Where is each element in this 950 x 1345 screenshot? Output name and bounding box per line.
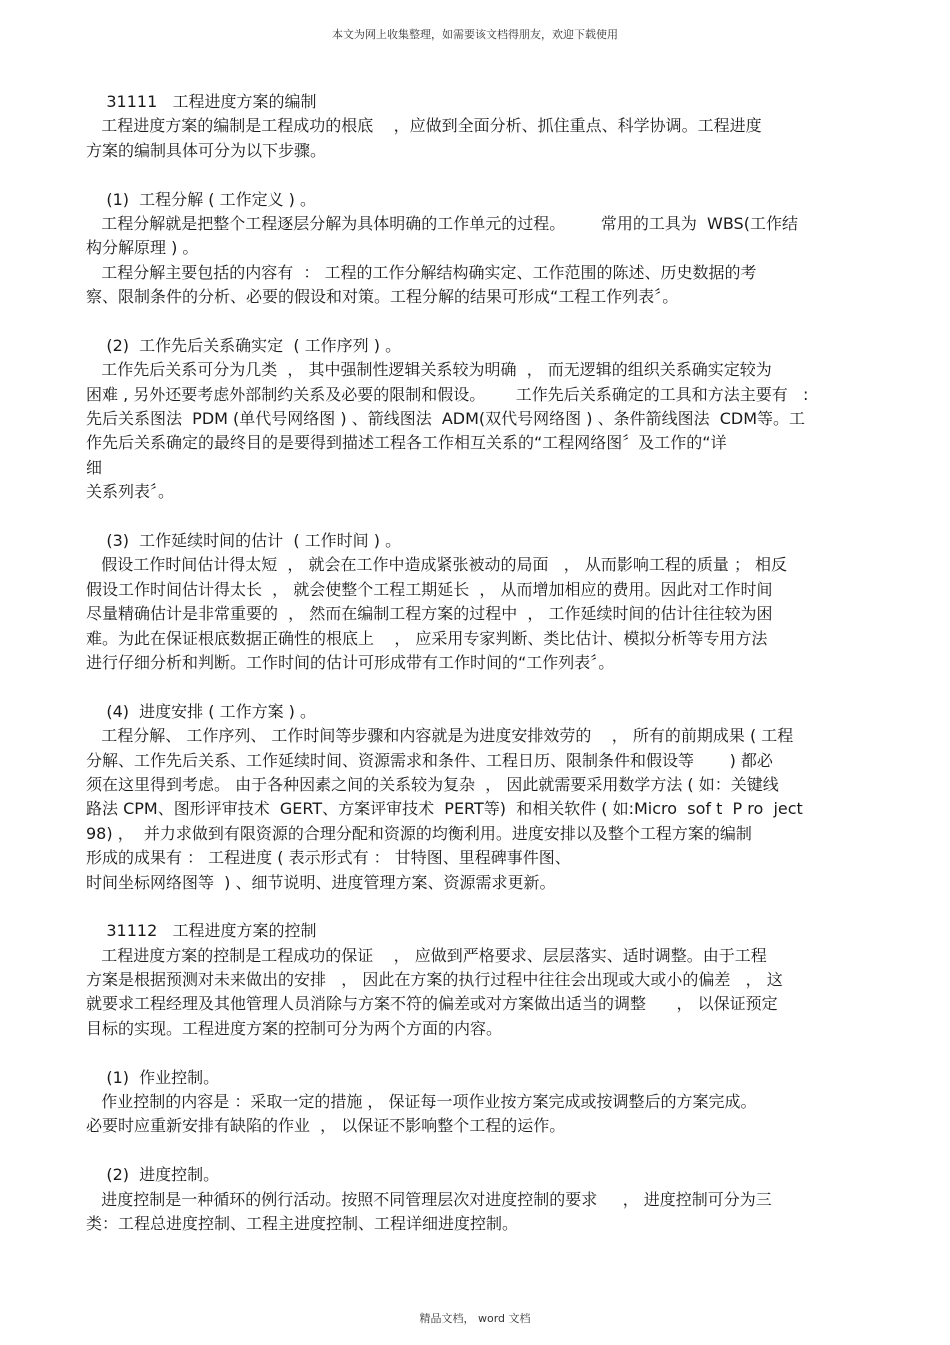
text-line: 工程分解就是把整个工程逐层分解为具体明确的工作单元的过程。 常用的工具为 WBS(工作结 (86, 213, 798, 233)
text-line: 构分解原理 ) 。 (86, 238, 199, 258)
text-line: 作业控制的内容是 ：采取一定的措施 ， 保证每一项作业按方案完成或按调整后的方案完成。 (86, 1092, 757, 1112)
text-line: 工程分解、 工作序列、 工作时间等步骤和内容就是为进度安排效劳的 ， 所有的前期成果 ( 工程 (86, 726, 794, 746)
text-line: (1) 作业控制。 (86, 1067, 220, 1087)
paragraph-gap (86, 1041, 876, 1065)
text-line: (4) 进度安排 ( 工作方案 ) 。 (86, 701, 317, 721)
text-line: 关系列表〞。 (86, 482, 175, 502)
text-line: 分解、工作先后关系、工作延续时间、资源需求和条件、工程日历、限制条件和假设等 ) 都必 (86, 750, 773, 770)
text-line: 尽量精确估计是非常重要的 ， 然而在编制工程方案的过程中 ， 工作延续时间的估计往往较为困 (86, 604, 773, 624)
text-line: 工程进度方案的编制是工程成功的根底 ，应做到全面分析、抓住重点、科学协调。工程进度 (86, 116, 762, 136)
document-body (86, 90, 876, 1236)
text-line: 作先后关系确定的最终目的是要得到描述工程各工作相互关系的“工程网络图〞及工作的“详 (86, 433, 727, 453)
text-line: (3) 工作延续时间的估计 ( 工作时间 ) 。 (86, 531, 402, 551)
text-line: 就要求工程经理及其他管理人员消除与方案不符的偏差或对方案做出适当的调整 ， 以保证预定 (86, 994, 778, 1014)
text-line: 困难 , 另外还要考虑外部制约关系及必要的限制和假设。 工作先后关系确定的工具和方法主要有 : (86, 384, 809, 404)
page-header: 本文为网上收集整理，如需要该文档得朋友，欢迎下载使用 (332, 28, 618, 41)
text-line: 假设工作时间估计得太长 ， 就会使整个工程工期延长 ， 从而增加相应的费用。因此对工作时间 (86, 579, 773, 599)
text-line: 先后关系图法 PDM (单代号网络图 ) 、箭线图法 ADM(双代号网络图 ) 、条件箭线图法 CDM等。工 (86, 409, 806, 429)
page-footer: 精品文档， word 文档 (419, 1312, 531, 1325)
text-line: 须在这里得到考虑。 由于各种因素之间的关系较为复杂 ， 因此就需要采用数学方法 ( 如：关键线 (86, 774, 779, 794)
text-line: 难。为此在保证根底数据正确性的根底上 ， 应采用专家判断、类比估计、模拟分析等专用方法 (86, 628, 768, 648)
paragraph-gap (86, 310, 876, 334)
text-line: 31112 工程进度方案的控制 (86, 921, 317, 941)
text-line: 细 (86, 457, 103, 477)
text-line: 类：工程总进度控制、工程主进度控制、工程详细进度控制。 (86, 1213, 519, 1233)
text-line: 方案是根据预测对未来做出的安排 ， 因此在方案的执行过程中往往会出现或大或小的偏差 ， 这 (86, 970, 783, 990)
paragraph-gap (86, 895, 876, 919)
text-line: 时间坐标网络图等 ) 、细节说明、进度管理方案、资源需求更新。 (86, 872, 556, 892)
text-line: 工作先后关系可分为几类 ， 其中强制性逻辑关系较为明确 ， 而无逻辑的组织关系确实定较为 (86, 360, 772, 380)
text-line: 察、限制条件的分析、必要的假设和对策。工程分解的结果可形成“工程工作列表〞。 (86, 287, 679, 307)
text-line: 31111 工程进度方案的编制 (86, 92, 317, 111)
text-line: 路法 CPM、图形评审技术 GERT、方案评审技术 PERT等) 和相关软件 ( 如:Micro sof t P ro ject (86, 799, 803, 819)
text-line: 工程分解主要包括的内容有 ： 工程的工作分解结构确实定、工作范围的陈述、历史数据的考 (86, 262, 757, 282)
text-line: 98) ， 并力求做到有限资源的合理分配和资源的均衡利用。进度安排以及整个工程方案的编制 (86, 823, 752, 843)
text-line: 形成的成果有 ： 工程进度 ( 表示形式有 ： 甘特图、里程碑事件图、 (86, 848, 571, 868)
text-line: 方案的编制具体可分为以下步骤。 (86, 140, 327, 160)
text-line: (1) 工程分解 ( 工作定义 ) 。 (86, 189, 317, 209)
paragraph-gap (86, 675, 876, 699)
text-line: 假设工作时间估计得太短 ， 就会在工作中造成紧张被动的局面 ， 从而影响工程的质量 ； 相反 (86, 555, 788, 575)
text-line: 必要时应重新安排有缺陷的作业 ， 以保证不影响整个工程的运作。 (86, 1116, 566, 1136)
paragraph-gap (86, 163, 876, 187)
text-line: (2) 工作先后关系确实定 ( 工作序列 ) 。 (86, 335, 402, 355)
paragraph-gap (86, 1139, 876, 1163)
paragraph-gap (86, 505, 876, 529)
text-line: (2) 进度控制。 (86, 1165, 220, 1185)
text-line: 进度控制是一种循环的例行活动。按照不同管理层次对进度控制的要求 ， 进度控制可分为三 (86, 1189, 772, 1209)
text-line: 工程进度方案的控制是工程成功的保证 ， 应做到严格要求、层层落实、适时调整。由于工程 (86, 945, 767, 965)
text-line: 目标的实现。工程进度方案的控制可分为两个方面的内容。 (86, 1018, 503, 1038)
text-line: 进行仔细分析和判断。工作时间的估计可形成带有工作时间的“工作列表〞。 (86, 652, 615, 672)
